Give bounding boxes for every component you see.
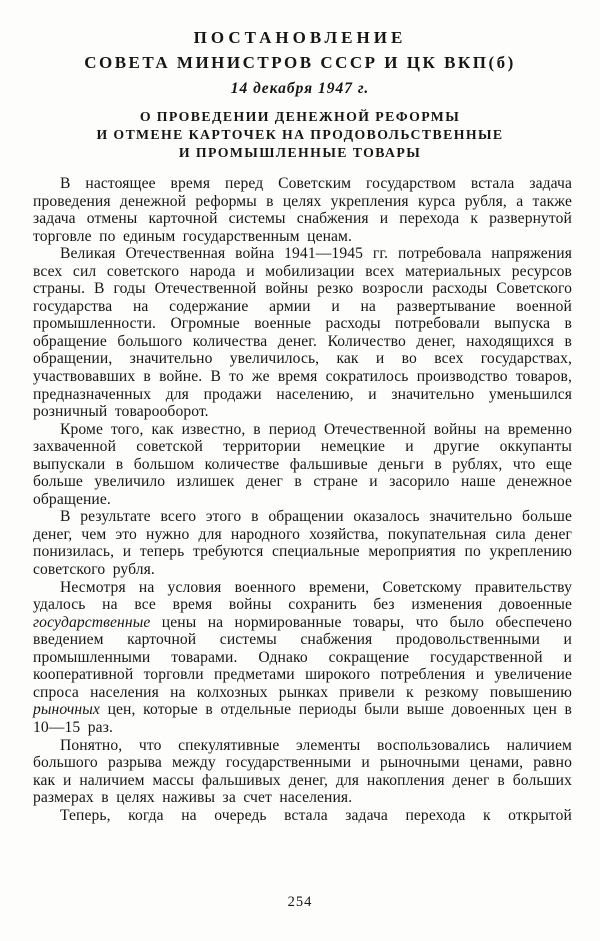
paragraph: Теперь, когда на очередь встала задача перехода к открытой xyxy=(60,806,572,824)
decree-subject-line-1: О ПРОВЕДЕНИИ ДЕНЕЖНОЙ РЕФОРМЫ xyxy=(139,109,461,124)
document-body xyxy=(0,175,600,824)
decree-subject-line-2: И ОТМЕНЕ КАРТОЧЕК НА ПРОДОВОЛЬСТВЕННЫЕ xyxy=(96,127,504,142)
decree-date: 14 декабря 1947 г. xyxy=(230,80,370,97)
paragraph: Понятно, что спекулятивные элементы воспользовались наличием большого разрыва между государственными и рыночными ценами, равно как и наличием массы фальшивых денег, для накопления денег в больших размерах в целях наживы за счет населения. xyxy=(33,736,572,807)
paragraph: Несмотря на условия военного времени, Советскому правительству удалось на все время войны сохранить без изменения довоенные государственные цены на нормированные товары, что было обеспечено введением карточной системы снабжения продовольственными и промышленными товарами. Однако сокращение государственной и кооперативной торговли предметами широкого потребления и увеличение спроса населения на колхозных рынках привели к резкому повышению рыночных цен, которые в отдельные периоды были выше довоенных цен в 10—15 раз. xyxy=(33,578,572,736)
document-footer xyxy=(0,893,600,911)
paragraph: В настоящее время перед Советским государством встала задача проведения денежной реформы в целях укрепления курса рубля, а также задача отмены карточной системы снабжения и перехода к развернутой торговле по единым государственным ценам. xyxy=(33,175,572,245)
decree-subject-line-3: И ПРОМЫШЛЕННЫЕ ТОВАРЫ xyxy=(178,145,422,160)
page-number: 254 xyxy=(287,894,313,910)
document-header xyxy=(0,0,600,162)
paragraph: Кроме того, как известно, в период Отечественной войны на временно захваченной советской территории немецкие и другие оккупанты выпускали в большом количестве фальшивые деньги в рублях, что еще больше увеличило излишек денег в стране и засорило наше денежное обращение. xyxy=(33,420,572,508)
decree-subject xyxy=(0,108,600,162)
paragraph: Великая Отечественная война 1941—1945 гг. потребовала напряжения всех сил советского народа и мобилизации всех материальных ресурсов страны. В годы Отечественной войны резко возросли расходы Советского государства на содержание армии и на развертывание военной промышленности. Огромные военные расходы потребовали выпуска в обращение большого количества денег. Количество денег, находящихся в обращении, значительно увеличилось, как и во всех государствах, участвовавших в войне. В то же время сократилось производство товаров, предназначенных для продажи населению, и значительно уменьшился розничный товарооборот. xyxy=(33,245,572,421)
decree-title: ПОСТАНОВЛЕНИЕ xyxy=(193,28,407,47)
decree-issuing-body: СОВЕТА МИНИСТРОВ СССР И ЦК ВКП(б) xyxy=(84,53,516,72)
paragraph: В результате всего этого в обращении оказалось значительно больше денег, чем это нужно для народного хозяйства, покупательная сила денег понизилась, и теперь требуются специальные мероприятия по укреплению советского рубля. xyxy=(33,508,572,579)
